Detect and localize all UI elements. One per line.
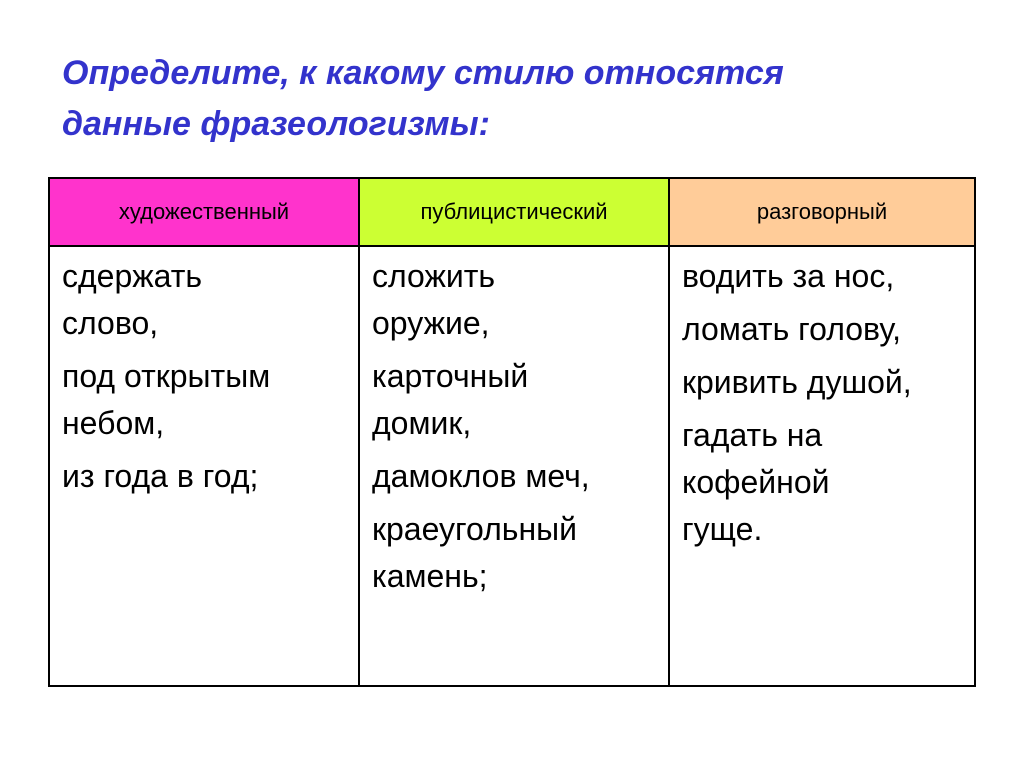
list-item: дамоклов меч,	[372, 458, 590, 494]
list-item: краеугольный камень;	[372, 511, 577, 594]
header-artistic: художественный	[50, 179, 360, 247]
list-item: кривить душой,	[682, 364, 912, 400]
title-line-2: данные фразеологизмы:	[62, 105, 490, 143]
column-colloquial	[670, 247, 974, 685]
column-publicistic	[360, 247, 670, 685]
header-publicistic: публицистический	[360, 179, 670, 247]
header-colloquial: разговорный	[670, 179, 974, 247]
list-item: из года в год;	[62, 458, 259, 494]
phraseology-table	[48, 177, 976, 687]
list-item: сдержать слово,	[62, 258, 203, 341]
column-artistic	[50, 247, 360, 685]
list-item: ломать голову,	[682, 311, 902, 347]
list-item: гадать на кофейной гуще.	[682, 417, 830, 547]
title-line-1: Определите, к какому стилю относятся	[62, 54, 784, 92]
list-item: сложить оружие,	[372, 258, 496, 341]
list-item: карточный домик,	[372, 358, 529, 441]
list-item: водить за нос,	[682, 258, 895, 294]
list-item: под открытым небом,	[62, 358, 271, 441]
slide-title	[62, 48, 962, 150]
